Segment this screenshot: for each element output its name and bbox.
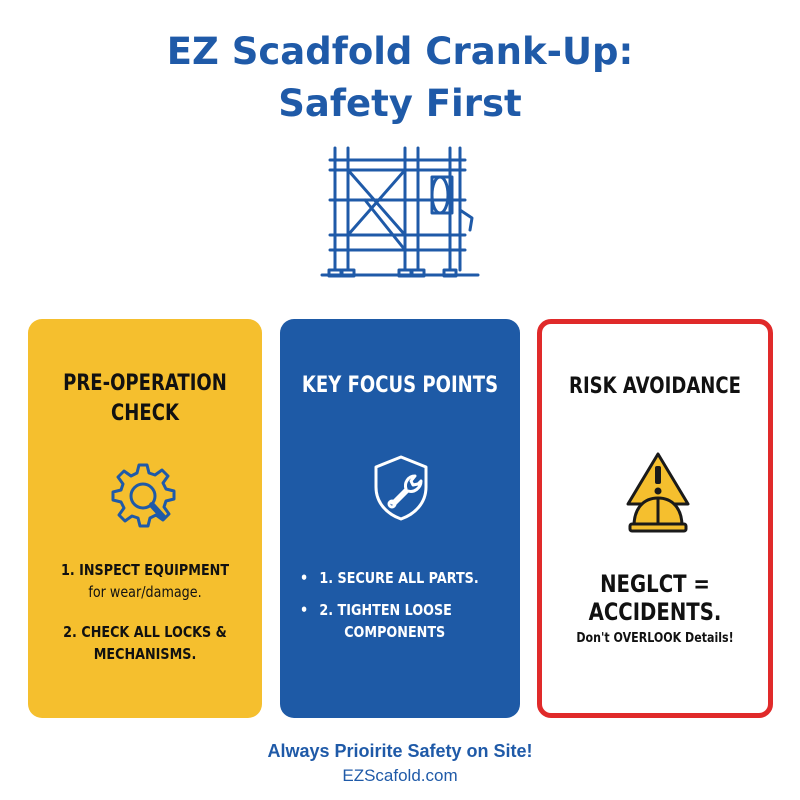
overlook-details-text: Don't OVERLOOK Details! [576,631,734,646]
item-text: 2. TIGHTEN LOOSE [319,601,452,619]
shield-wrench-icon [370,453,432,523]
item-line: MECHANISMS. [93,645,197,663]
warning-line: NEGLCT = [600,570,710,598]
card-pre-operation-check [28,319,262,718]
neglect-accidents-text [562,570,747,626]
title-line-1: EZ Scadfold Crank-Up: [166,30,634,73]
item-line: for wear/damage. [88,583,202,601]
inspect-item [46,559,245,603]
card-risk-avoidance [537,319,773,718]
bullet: • [300,601,309,619]
card-key-focus-points [280,319,520,718]
item-line: 2. CHECK ALL LOCKS & [63,623,227,641]
item-text: COMPONENTS [344,623,446,641]
card-title-risk: RISK AVOIDANCE [569,374,741,399]
title-line: CHECK [111,401,179,426]
item-text: 1. SECURE ALL PARTS. [319,569,479,587]
check-locks-item [46,621,245,665]
card-title-key-focus: KEY FOCUS POINTS [301,373,499,398]
item-line: 1. INSPECT EQUIPMENT [60,561,230,579]
warning-line: ACCIDENTS. [588,598,722,626]
title-line-2: Safety First [278,82,522,125]
secure-parts-item [300,567,487,589]
scaffold-crank-icon [310,140,490,290]
bullet: • [300,569,309,587]
safety-tagline: Always Prioirite Safety on Site! [267,741,533,761]
tighten-components-item [300,599,487,643]
warning-hardhat-icon [624,450,692,534]
card-title-pre-operation [49,369,241,429]
title-line: PRE-OPERATION [63,371,227,396]
page-title [0,26,800,130]
gear-magnifier-icon [105,459,185,539]
website-link[interactable]: EZScafold.com [342,766,458,785]
